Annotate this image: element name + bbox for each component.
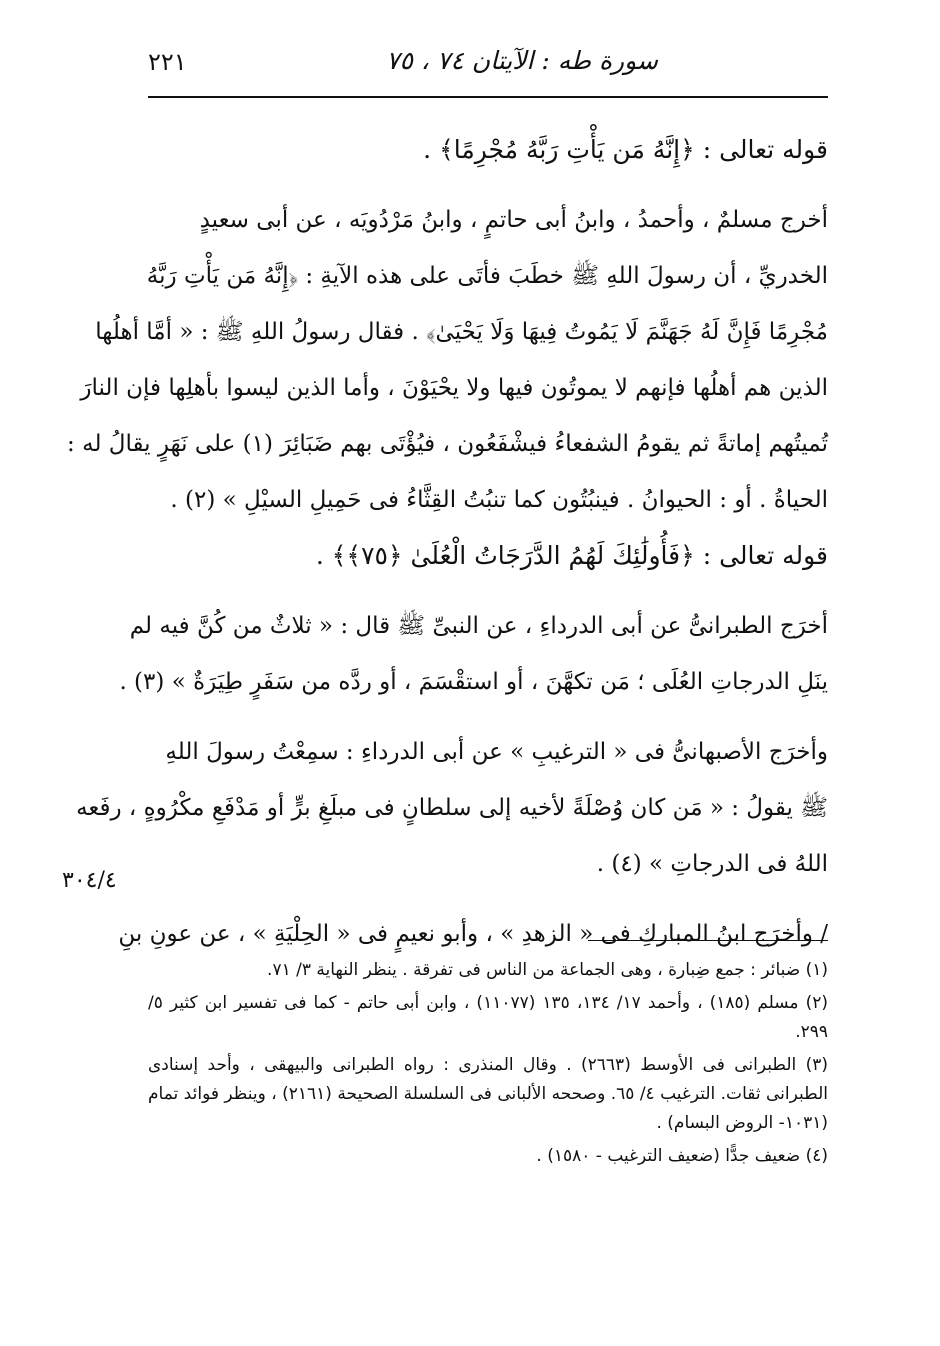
text-line: الخدريِّ ، أن رسولَ اللهِ ﷺ خطَبَ فأتَى على هذه الآيةِ : ﴿إِنَّهُ مَن يَأْتِ رَبَّهُ (146, 263, 828, 289)
margin-volume-reference: ٣٠٤/٤ (62, 868, 117, 893)
text-line: اللهُ فى الدرجاتِ » (٤) . (596, 851, 828, 877)
text-line: أخرَج الطبرانىُّ عن أبى الدرداءِ ، عن النبىِّ ﷺ قال : « ثلاثٌ من كُنَّ فيه لم (129, 613, 828, 639)
text-line: الحياةُ . أو : الحيوانُ . فينبُتُون كما تنبُتُ القِثَّاءُ فى حَمِيلِ السيْلِ » (٢) . (170, 487, 828, 513)
text-line: ينَلِ الدرجاتِ العُلَى ؛ مَن تكهَّنَ ، أو استقْسَمَ ، أو ردَّه من سَفَرٍ طِيَرَةٌ » (٣) . (119, 669, 828, 695)
footnote: (٣) الطبرانى فى الأوسط (٢٦٦٣) . وقال المنذرى : رواه الطبرانى والبيهقى ، وأحد إسنادى الطبرانى ثقات. الترغيب ٤/ ٦٥. وصححه الألبانى فى السلسلة الصحيحة (٢١٦١) ، وينظر فوائد تمام (١٠٣١- الروض البسام) . (148, 1055, 829, 1133)
text-line: وأخرَج الأصبهانىُّ فى « الترغيبِ » عن أبى الدرداءِ : سمِعْتُ رسولَ اللهِ (165, 739, 828, 765)
running-header (148, 40, 828, 90)
text-line: ﷺ يقولُ : « مَن كان وُصْلَةً لأخيه إلى سلطانٍ فى مبلَغِ برٍّ أو مَدْفَعِ مكْرُوهٍ ، رفَعه (76, 795, 828, 821)
text-line: أخرج مسلمٌ ، وأحمدُ ، وابنُ أبى حاتمٍ ، وابنُ مَرْدُويَه ، عن أبى سعيدٍ (199, 207, 828, 233)
footnotes (148, 956, 828, 1175)
text-line: / وأخرَج ابنُ المباركِ فى « الزهدِ » ، وأبو نعيمٍ فى « الحِلْيَةِ » ، عن عونِ بنِ (118, 921, 828, 947)
running-header-title: سورة طه : الآيتان ٧٤ ، ٧٥ (386, 46, 658, 75)
text-line: مُجْرِمًا فَإِنَّ لَهُ جَهَنَّمَ لَا يَمُوتُ فِيهَا وَلَا يَحْيَىٰ﴾ . فقال رسولُ اللهِ ﷺ : « أمَّا أهلُها (95, 319, 828, 345)
text-line: تُميتُهم إماتةً ثم يقومُ الشفعاءُ فيشْفَعُون ، فيُؤْتَى بهم ضَبَائِرَ (١) على نَهَرٍ يقالُ له : (67, 431, 828, 457)
header-divider (148, 96, 828, 98)
text-line: الذين هم أهلُها فإنهم لا يموتُون فيها ولا يحْيَوْنَ ، وأما الذين ليسوا بأهلِها فإن النارَ (80, 375, 828, 401)
footnote-divider (588, 940, 828, 941)
footnote: (١) ضبائر : جمع ضِبارة ، وهى الجماعة من الناس فى تفرقة . ينظر النهاية ٣/ ٧١. (267, 960, 828, 980)
verse-heading: قوله تعالى : ﴿فَأُولَٰئِكَ لَهُمُ الدَّرَجَاتُ الْعُلَىٰ ﴿٧٥﴾﴾ . (315, 541, 828, 570)
verse-heading: قوله تعالى : ﴿إِنَّهُ مَن يَأْتِ رَبَّهُ مُجْرِمًا﴾ . (423, 135, 828, 164)
page-number: ٢٢١ (148, 48, 187, 76)
footnote: (٤) ضعيف جدًّا (ضعيف الترغيب - ١٥٨٠) . (536, 1146, 828, 1166)
footnote: (٢) مسلم (١٨٥) ، وأحمد ١٧/ ١٣٤، ١٣٥ (١١٠٧٧) ، وابن أبى حاتم - كما فى تفسير ابن كثير ٥/ ٢٩٩. (148, 993, 828, 1042)
